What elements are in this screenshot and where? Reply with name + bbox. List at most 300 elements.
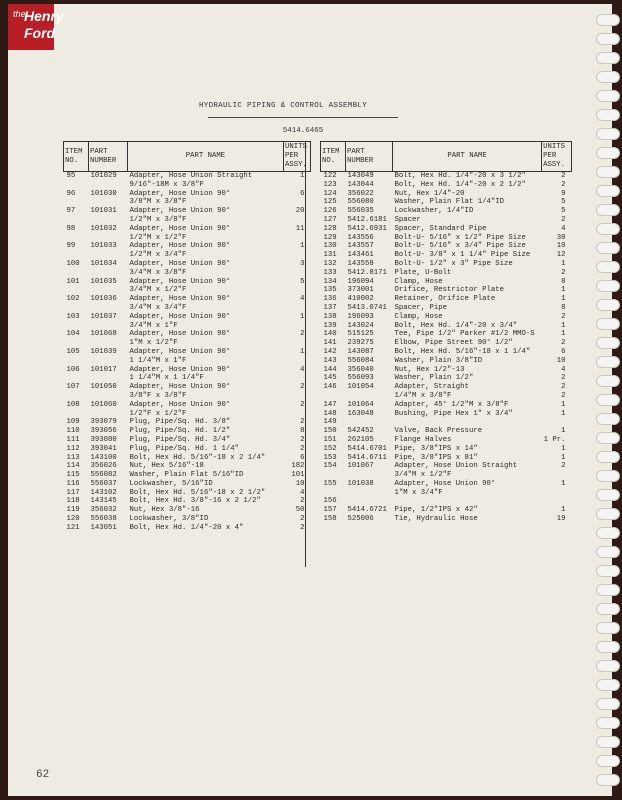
table-row	[64, 506, 311, 515]
item-number: 119	[66, 506, 80, 515]
table-row	[64, 181, 311, 190]
table-row	[64, 190, 311, 199]
units-per-assembly: 2	[561, 268, 566, 277]
units-per-assembly	[542, 489, 572, 498]
item-number: 120	[66, 515, 80, 524]
part-number: 556084	[347, 356, 374, 365]
parts-table-right	[320, 141, 572, 524]
binding-ring	[596, 204, 620, 216]
units-per-assembly: 2	[300, 497, 305, 506]
part-number: 101038	[347, 479, 374, 488]
part-name: Adapter, Hose Union 90°	[129, 383, 231, 392]
units-per-assembly: 3	[300, 259, 305, 268]
part-number: 196094	[347, 277, 374, 286]
item-number: 134	[323, 277, 337, 286]
table-row	[64, 497, 311, 506]
table-row	[321, 471, 572, 480]
binding-ring	[596, 413, 620, 425]
table-row	[64, 427, 311, 436]
units-per-assembly: 1	[561, 321, 566, 330]
item-number	[64, 304, 89, 313]
table-row	[64, 339, 311, 348]
units-per-assembly: 10	[556, 356, 566, 365]
table-row	[64, 242, 311, 251]
units-per-assembly: 1	[561, 479, 566, 488]
item-number: 97	[66, 207, 76, 216]
item-number: 147	[323, 400, 337, 409]
part-number: 393041	[90, 444, 117, 453]
part-number: 356026	[90, 462, 117, 471]
table-row	[321, 497, 572, 506]
binding-ring	[596, 14, 620, 26]
item-number	[321, 392, 346, 401]
part-name: Bolt, Hex Hd. 5/16"-18 x 2 1/4"	[129, 453, 266, 462]
table-row	[321, 348, 572, 357]
part-number	[89, 374, 128, 383]
part-name: Spacer, Standard Pipe	[394, 224, 487, 233]
units-per-assembly	[284, 374, 311, 383]
table-row	[321, 366, 572, 375]
units-per-assembly: 101	[291, 471, 305, 480]
units-per-assembly: 20	[295, 207, 305, 216]
item-number: 99	[66, 242, 76, 251]
part-name: Adapter, Hose Union 90°	[129, 295, 231, 304]
part-name: Spacer	[394, 215, 421, 224]
part-name: Plate, U-Bolt	[394, 268, 452, 277]
item-number: 107	[66, 383, 80, 392]
item-number: 151	[323, 435, 337, 444]
item-number: 98	[66, 224, 76, 233]
part-number: 163048	[347, 409, 374, 418]
part-name: 1/2"M x 1/2"F	[129, 233, 187, 242]
table-row	[64, 251, 311, 260]
assembly-number: 5414.6465	[282, 127, 324, 135]
binding-ring	[596, 527, 620, 539]
table-row	[64, 172, 311, 181]
table-row	[64, 410, 311, 419]
part-name: Adapter, Hose Union 90°	[129, 259, 231, 268]
item-number: 108	[66, 400, 80, 409]
item-number: 123	[323, 180, 337, 189]
part-name	[393, 418, 542, 427]
part-number: 356022	[347, 189, 374, 198]
part-name: 3/4"M x 1"F	[129, 321, 178, 330]
part-name: Plug, Pipe/Sq. Hd. 3/4"	[129, 435, 231, 444]
item-number: 104	[66, 330, 80, 339]
table-row	[321, 330, 572, 339]
units-per-assembly: 8	[300, 427, 305, 436]
units-per-assembly: 2	[300, 400, 305, 409]
part-name: Bolt, Hex Hd. 1/4"-20 x 4"	[129, 523, 244, 532]
units-per-assembly: 1	[561, 427, 566, 436]
logo-line-1: Henry	[24, 8, 64, 24]
part-number: 393056	[90, 427, 117, 436]
item-number: 149	[323, 418, 337, 427]
units-per-assembly: 9	[561, 189, 566, 198]
table-row	[321, 181, 572, 190]
binding-ring	[596, 432, 620, 444]
part-name: Tee, Pipe 1/2" Parker #1/2 MMO-S	[394, 330, 535, 339]
table-row	[64, 286, 311, 295]
units-per-assembly: 182	[291, 462, 305, 471]
item-number: 124	[323, 189, 337, 198]
units-per-assembly	[542, 471, 572, 480]
binding-ring	[596, 147, 620, 159]
part-number: 525006	[347, 515, 374, 524]
table-row	[64, 198, 311, 207]
units-per-assembly: 11	[295, 224, 305, 233]
part-number: 143558	[347, 259, 374, 268]
part-name: Tie, Hydraulic Hose	[394, 515, 478, 524]
table-row	[321, 198, 572, 207]
part-number: 239275	[347, 339, 374, 348]
part-name: Nut, Hex 1/4"-20	[394, 189, 465, 198]
part-name: 3/4"M x 1/2"F	[394, 471, 452, 480]
units-per-assembly: 1	[561, 295, 566, 304]
item-number: 115	[66, 471, 80, 480]
document-page	[8, 4, 612, 796]
binding-ring	[596, 375, 620, 387]
binding-ring	[596, 280, 620, 292]
parts-table-left	[63, 141, 311, 533]
item-number: 131	[323, 251, 337, 260]
col-header-item: ITEM NO.	[64, 142, 89, 172]
units-per-assembly: 2	[300, 435, 305, 444]
part-name: Adapter, Hose Union 90°	[129, 400, 231, 409]
item-number	[64, 251, 89, 260]
binding-ring	[596, 717, 620, 729]
table-row	[321, 278, 572, 287]
table-row	[64, 348, 311, 357]
table-row	[321, 374, 572, 383]
col-header-units: UNITS PER ASSY.	[284, 142, 311, 172]
part-number: 101032	[90, 224, 117, 233]
item-number: 128	[323, 224, 337, 233]
item-number: 111	[66, 435, 80, 444]
part-number: 101036	[90, 295, 117, 304]
item-number: 125	[323, 198, 337, 207]
part-name: Valve, Back Pressure	[394, 427, 483, 436]
units-per-assembly: 1	[561, 286, 566, 295]
part-name: Adapter, 45° 1/2"M x 3/8"F	[394, 400, 509, 409]
item-number: 101	[66, 277, 80, 286]
units-per-assembly: 2	[300, 523, 305, 532]
part-number: 143024	[347, 321, 374, 330]
part-name: Bolt, Hex Hd. 1/4"-20 x 3 1/2"	[394, 172, 526, 180]
table-row	[64, 436, 311, 445]
units-per-assembly	[542, 497, 572, 506]
part-name: Adapter, Hose Union Straight	[394, 462, 518, 471]
table-row	[321, 480, 572, 489]
binding-ring	[596, 565, 620, 577]
part-name: Adapter, Hose Union 90°	[129, 312, 231, 321]
col-header-part-name: PART NAME	[128, 142, 284, 172]
part-name: Bolt-U- 5/16" x 3/4" Pipe Size	[394, 242, 526, 251]
table-row	[321, 410, 572, 419]
part-number: 101034	[90, 259, 117, 268]
part-number	[89, 322, 128, 331]
part-name: 3/4"M x 1/2"F	[129, 286, 187, 295]
units-per-assembly: 4	[300, 295, 305, 304]
units-per-assembly: 1	[300, 312, 305, 321]
part-number: 143049	[347, 172, 374, 180]
binding-ring	[596, 508, 620, 520]
units-per-assembly: 2	[561, 391, 566, 400]
table-row	[64, 524, 311, 533]
item-number	[64, 410, 89, 419]
item-number: 157	[323, 506, 337, 515]
part-name: Washer, Plain 3/8"ID	[394, 356, 483, 365]
part-number: 5412.6181	[347, 215, 387, 224]
item-number: 122	[323, 172, 337, 180]
table-row	[321, 454, 572, 463]
part-name: Bolt, Hex Hd. 3/8"-16 x 2 1/2"	[129, 497, 261, 506]
part-number: 101039	[90, 347, 117, 356]
part-name: Bolt-U- 3/8" x 1 1/4" Pipe Size	[394, 251, 531, 260]
part-number: 356032	[90, 506, 117, 515]
part-name: Bolt, Hex Hd. 1/4"-20 x 2 1/2"	[394, 180, 526, 189]
part-number: 515125	[347, 330, 374, 339]
binding-ring	[596, 394, 620, 406]
units-per-assembly: 1	[300, 172, 305, 180]
part-number: 143051	[90, 523, 117, 532]
part-number: 143044	[347, 180, 374, 189]
item-number: 112	[66, 444, 80, 453]
item-number	[64, 234, 89, 243]
part-number	[346, 489, 393, 498]
units-per-assembly: 12	[556, 251, 566, 260]
binding-ring	[596, 451, 620, 463]
item-number	[64, 374, 89, 383]
part-name: 1/2"M x 3/4"F	[129, 251, 187, 260]
units-per-assembly: 2	[561, 383, 566, 392]
item-number: 150	[323, 427, 337, 436]
table-row	[64, 225, 311, 234]
table-row	[321, 418, 572, 427]
table-row	[321, 190, 572, 199]
item-number	[64, 392, 89, 401]
part-number	[89, 357, 128, 366]
units-per-assembly	[284, 392, 311, 401]
item-number: 110	[66, 427, 80, 436]
part-name: 1 1/4"M x 1 1/4"F	[129, 374, 204, 383]
table-row	[321, 172, 572, 181]
item-number: 106	[66, 365, 80, 374]
binding-ring	[596, 356, 620, 368]
part-number: 5414.6721	[347, 506, 387, 515]
binding-ring	[596, 128, 620, 140]
part-number: 101054	[347, 383, 374, 392]
item-number: 158	[323, 515, 337, 524]
part-name: Adapter, Hose Union 90°	[129, 189, 231, 198]
item-number	[64, 286, 89, 295]
item-number: 126	[323, 207, 337, 216]
part-number: 556093	[347, 374, 374, 383]
table-row	[321, 383, 572, 392]
item-number: 152	[323, 444, 337, 453]
part-number: 393080	[90, 435, 117, 444]
units-per-assembly: 2	[561, 339, 566, 348]
units-per-assembly: 8	[561, 303, 566, 312]
table-row	[64, 383, 311, 392]
page-number: 62	[36, 769, 50, 781]
part-number: 101017	[90, 365, 117, 374]
part-number: 101068	[90, 330, 117, 339]
part-name: 1/2"M x 3/8"F	[129, 215, 187, 224]
table-row	[321, 322, 572, 331]
item-number: 100	[66, 259, 80, 268]
table-row	[321, 242, 572, 251]
part-name: Adapter, Hose Union 90°	[129, 277, 231, 286]
binding-ring	[596, 641, 620, 653]
part-number: 5414.6711	[347, 453, 387, 462]
units-per-assembly: 2	[561, 374, 566, 383]
binding-ring	[596, 622, 620, 634]
part-number: 101035	[90, 277, 117, 286]
part-name: 3/8"M x 3/8"F	[129, 198, 187, 207]
part-number: 101031	[90, 207, 117, 216]
part-name	[393, 497, 542, 506]
item-number: 141	[323, 339, 337, 348]
logo-line-2: Ford	[24, 25, 56, 41]
table-row	[321, 207, 572, 216]
binding-ring	[596, 109, 620, 121]
item-number: 139	[323, 321, 337, 330]
binding-ring	[596, 223, 620, 235]
table-row	[64, 260, 311, 269]
item-number: 156	[323, 497, 337, 506]
item-number: 143	[323, 356, 337, 365]
part-name: Bushing, Pipe Hex 1" x 3/4"	[394, 409, 513, 418]
table-row	[321, 436, 572, 445]
units-per-assembly: 2	[300, 444, 305, 453]
item-number: 105	[66, 347, 80, 356]
part-name: Nut, Hex 5/16"-18	[129, 462, 204, 471]
item-number: 154	[323, 462, 337, 471]
table-row	[321, 304, 572, 313]
item-number	[64, 357, 89, 366]
part-name: Adapter, Hose Union 90°	[394, 479, 496, 488]
part-name: Plug, Pipe/Sq. Hd. 3/8"	[129, 418, 231, 427]
logo-small-text: the	[13, 9, 26, 19]
item-number: 130	[323, 242, 337, 251]
col-header-part-number: PART NUMBER	[89, 142, 128, 172]
units-per-assembly: 5	[561, 207, 566, 216]
table-row	[321, 251, 572, 260]
item-number: 118	[66, 497, 80, 506]
part-name: Bolt, Hex Hd. 1/4"-20 x 3/4"	[394, 321, 518, 330]
part-name: Adapter, Hose Union 90°	[129, 207, 231, 216]
part-number: 5414.6701	[347, 444, 387, 453]
item-number: 144	[323, 365, 337, 374]
units-per-assembly: 2	[561, 180, 566, 189]
binding-ring	[596, 166, 620, 178]
units-per-assembly: 1	[300, 347, 305, 356]
units-per-assembly: 1	[561, 259, 566, 268]
units-per-assembly: 5	[300, 277, 305, 286]
part-name: 1 1/4"M x 1"F	[129, 356, 187, 365]
binding-ring	[596, 33, 620, 45]
part-name: Washer, Plain Flat 5/16"ID	[129, 471, 244, 480]
table-row	[321, 506, 572, 515]
part-number: 143557	[347, 242, 374, 251]
table-row	[321, 269, 572, 278]
part-number: 101037	[90, 312, 117, 321]
table-row	[64, 471, 311, 480]
part-name: Adapter, Hose Union 90°	[129, 347, 231, 356]
units-per-assembly	[284, 357, 311, 366]
col-header-part-number: PART NUMBER	[346, 142, 393, 172]
units-per-assembly: 6	[300, 453, 305, 462]
units-per-assembly: 50	[295, 506, 305, 515]
col-header-part-name: PART NAME	[393, 142, 542, 172]
part-number	[346, 497, 393, 506]
table-row	[321, 427, 572, 436]
part-name: Bolt, Hex Hd. 5/16"-18 x 1 1/4"	[394, 347, 531, 356]
binding-ring	[596, 679, 620, 691]
table-row	[321, 234, 572, 243]
binding-ring	[596, 299, 620, 311]
part-name: 1/2"F x 1/2"F	[129, 409, 187, 418]
table-row	[64, 515, 311, 524]
table-row	[321, 401, 572, 410]
part-number: 542452	[347, 427, 374, 436]
item-number: 146	[323, 383, 337, 392]
item-number	[64, 216, 89, 225]
table-row	[64, 454, 311, 463]
table-row	[64, 216, 311, 225]
units-per-assembly	[284, 410, 311, 419]
units-per-assembly	[284, 198, 311, 207]
table-row	[64, 374, 311, 383]
part-name: Adapter, Straight	[394, 383, 469, 392]
part-number	[89, 269, 128, 278]
units-per-assembly: 19	[556, 515, 566, 524]
item-number: 114	[66, 462, 80, 471]
part-number: 101030	[90, 189, 117, 198]
units-per-assembly: 2	[561, 215, 566, 224]
item-number: 113	[66, 453, 80, 462]
item-number: 95	[66, 172, 76, 180]
units-per-assembly	[284, 322, 311, 331]
binding-ring	[596, 546, 620, 558]
table-row	[64, 295, 311, 304]
item-number	[64, 322, 89, 331]
units-per-assembly: 4	[561, 224, 566, 233]
units-per-assembly: 1	[561, 330, 566, 339]
item-number: 96	[66, 189, 76, 198]
table-row	[321, 462, 572, 471]
units-per-assembly: 1 Pr.	[543, 435, 566, 444]
part-number: 556082	[90, 471, 117, 480]
part-name: Plug, Pipe/Sq. Hd. 1 1/4"	[129, 444, 239, 453]
part-number: 5412.8171	[347, 268, 387, 277]
part-number: 143087	[347, 347, 374, 356]
col-header-item: ITEM NO.	[321, 142, 346, 172]
part-name: Pipe, 1/2"IPS x 42"	[394, 506, 478, 515]
part-name: Adapter, Hose Union 90°	[129, 330, 231, 339]
item-number: 121	[66, 523, 80, 532]
part-name: Bolt-U- 1/2" x 3" Pipe Size	[394, 259, 513, 268]
item-number: 148	[323, 409, 337, 418]
part-name: Washer, Plain 1/2"	[394, 374, 474, 383]
part-name: 3/4"M x 3/8"F	[129, 268, 187, 277]
table-row	[321, 313, 572, 322]
units-per-assembly: 4	[300, 488, 305, 497]
binding-ring	[596, 242, 620, 254]
table-row	[64, 489, 311, 498]
part-number: 410002	[347, 295, 374, 304]
